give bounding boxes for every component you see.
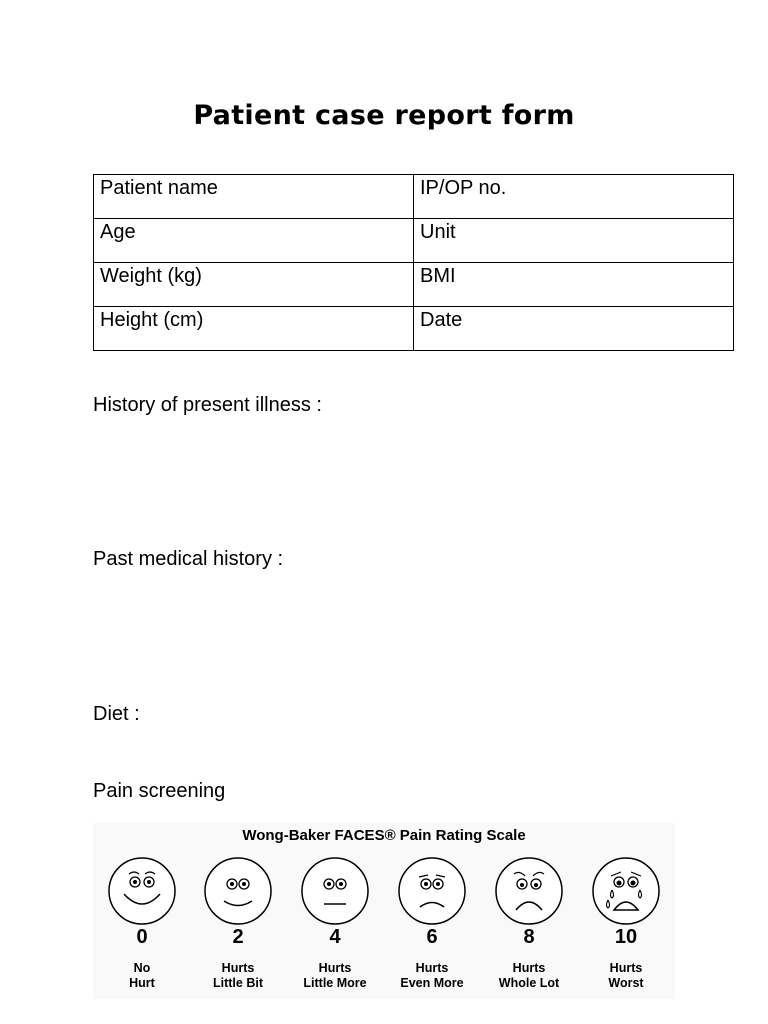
diet-heading: Diet : <box>93 703 140 725</box>
pain-label-line: Worst <box>608 976 644 990</box>
pain-label-line: Hurt <box>129 976 155 990</box>
patient-name-label: Patient name <box>94 175 414 219</box>
table-row <box>94 219 734 263</box>
table-row <box>94 307 734 351</box>
pain-label-0 <box>92 961 192 991</box>
table-row <box>94 175 734 219</box>
bmi-label: BMI <box>414 263 734 307</box>
pain-score-10: 10 <box>614 926 638 948</box>
smile-face-icon <box>203 856 273 926</box>
pain-screening-heading: Pain screening <box>93 780 226 802</box>
unit-label: Unit <box>414 219 734 263</box>
past-medical-history-heading: Past medical history : <box>93 548 284 570</box>
pain-label-line: Whole Lot <box>498 976 560 990</box>
pain-label-line: Little Bit <box>213 976 263 990</box>
crying-face-icon <box>591 856 661 926</box>
pain-score-4: 4 <box>329 926 341 948</box>
pain-label-line: Hurts <box>221 961 255 975</box>
pain-label-line: Hurts <box>415 961 449 975</box>
pain-label-4 <box>285 961 385 991</box>
pain-label-line: Little More <box>303 976 367 990</box>
pain-label-line: No <box>133 961 151 975</box>
sad-face-icon <box>494 856 564 926</box>
ip-op-number-label: IP/OP no. <box>414 175 734 219</box>
happy-face-icon <box>107 856 177 926</box>
history-present-illness-heading: History of present illness : <box>93 394 322 416</box>
pain-scale-title: Wong-Baker FACES® Pain Rating Scale <box>242 827 526 844</box>
pain-label-line: Even More <box>400 976 464 990</box>
pain-label-6 <box>382 961 482 991</box>
pain-label-8 <box>479 961 579 991</box>
pain-rating-scale <box>93 823 675 999</box>
neutral-face-icon <box>300 856 370 926</box>
pain-score-2: 2 <box>232 926 244 948</box>
form-title: Patient case report form <box>193 100 575 131</box>
date-label: Date <box>414 307 734 351</box>
weight-label: Weight (kg) <box>94 263 414 307</box>
patient-info-table <box>93 174 734 351</box>
pain-score-6: 6 <box>426 926 438 948</box>
height-label: Height (cm) <box>94 307 414 351</box>
pain-label-2 <box>188 961 288 991</box>
pain-label-10 <box>576 961 676 991</box>
pain-score-0: 0 <box>136 926 148 948</box>
pain-label-line: Hurts <box>609 961 643 975</box>
pain-label-line: Hurts <box>512 961 546 975</box>
age-label: Age <box>94 219 414 263</box>
table-row <box>94 263 734 307</box>
pain-label-line: Hurts <box>318 961 352 975</box>
frown-face-icon <box>397 856 467 926</box>
pain-score-8: 8 <box>523 926 535 948</box>
